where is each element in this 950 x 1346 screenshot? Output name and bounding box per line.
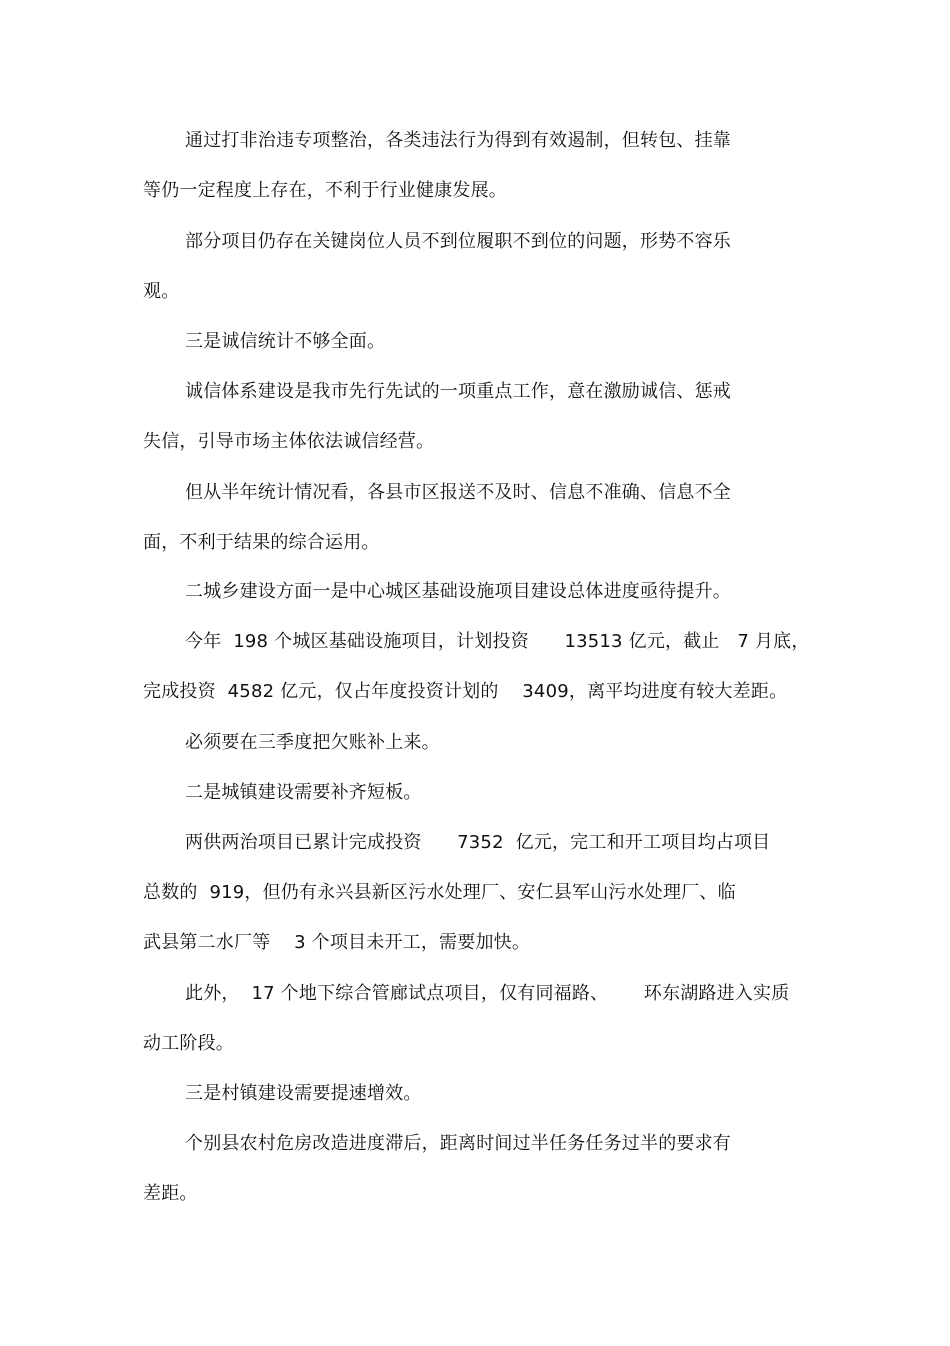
paragraph-line: 武县第二水厂等 3 个项目未开工，需要加快。 bbox=[143, 932, 531, 953]
paragraph-line: 此外， 17 个地下综合管廊试点项目，仅有同福路、 环东湖路进入实质 bbox=[185, 983, 790, 1004]
section-heading-line: 二是城镇建设需要补齐短板。 bbox=[185, 782, 422, 803]
paragraph-line: 个别县农村危房改造进度滞后，距离时间过半任务任务过半的要求有 bbox=[185, 1133, 731, 1154]
paragraph-line: 必须要在三季度把欠账补上来。 bbox=[185, 732, 440, 753]
section-heading-line: 三是诚信统计不够全面。 bbox=[185, 331, 386, 352]
paragraph-line: 失信，引导市场主体依法诚信经营。 bbox=[143, 431, 435, 452]
paragraph-line: 面，不利于结果的综合运用。 bbox=[143, 532, 380, 553]
paragraph-line: 通过打非治违专项整治，各类违法行为得到有效遏制，但转包、挂靠 bbox=[185, 130, 731, 151]
paragraph-line: 今年 198 个城区基础设施项目，计划投资 13513 亿元，截止 7 月底， bbox=[185, 631, 810, 652]
paragraph-line: 总数的 919，但仍有永兴县新区污水处理厂、安仁县军山污水处理厂、临 bbox=[143, 882, 736, 903]
paragraph-line: 差距。 bbox=[143, 1183, 198, 1204]
paragraph-line: 等仍一定程度上存在，不利于行业健康发展。 bbox=[143, 180, 507, 201]
paragraph-line: 观。 bbox=[143, 281, 180, 302]
section-heading-line: 三是村镇建设需要提速增效。 bbox=[185, 1083, 422, 1104]
paragraph-line: 诚信体系建设是我市先行先试的一项重点工作，意在激励诚信、惩戒 bbox=[185, 381, 731, 402]
paragraph-line: 但从半年统计情况看，各县市区报送不及时、信息不准确、信息不全 bbox=[185, 482, 731, 503]
paragraph-line: 部分项目仍存在关键岗位人员不到位履职不到位的问题，形势不容乐 bbox=[185, 231, 731, 252]
paragraph-line: 完成投资 4582 亿元，仅占年度投资计划的 3409，离平均进度有较大差距。 bbox=[143, 681, 788, 702]
section-heading-line: 二城乡建设方面一是中心城区基础设施项目建设总体进度亟待提升。 bbox=[185, 581, 731, 602]
paragraph-line: 动工阶段。 bbox=[143, 1033, 234, 1054]
paragraph-line: 两供两治项目已累计完成投资 7352 亿元，完工和开工项目均占项目 bbox=[185, 832, 771, 853]
